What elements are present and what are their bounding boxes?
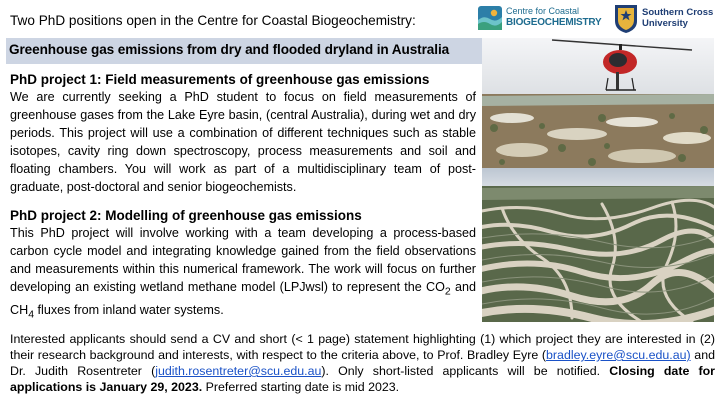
email-link-rosentreter[interactable]: judith.rosentreter@scu.edu.au <box>155 364 322 378</box>
closing-date: Closing date for applications is January 29, 2023. <box>10 364 716 394</box>
scu-logo-line1: Southern Cross <box>642 7 714 18</box>
headline: Two PhD positions open in the Centre for Coastal Biogeochemistry: <box>10 13 416 28</box>
contact-text1: Interested applicants should send a CV and short (< 1 page) statement highlighting (1) which project they are interested in (2) their research background and interests, with respect to the criteria above, to Prof. Bradley Eyre ( <box>10 332 715 362</box>
project1-title: PhD project 1: Field measurements of greenhouse gas emissions <box>10 72 430 87</box>
project2-section <box>10 207 476 323</box>
title-banner <box>6 38 482 64</box>
aerial-channels-photo <box>482 168 714 322</box>
helicopter-photo <box>482 38 714 168</box>
contact-text3: ). Only short-listed applicants will be notified. <box>321 364 610 378</box>
scu-logo-line2: University <box>642 18 688 29</box>
project2-body-part2: and CH <box>10 280 476 317</box>
project2-title: PhD project 2: Modelling of greenhouse gas emissions <box>10 208 362 223</box>
email-link-eyre[interactable]: bradley.eyre@scu.edu.au) <box>546 348 691 362</box>
scu-logo <box>614 4 718 34</box>
project2-body <box>10 224 476 323</box>
contact-text2: and Dr. Judith Rosentreter ( <box>10 348 715 378</box>
contact-paragraph <box>10 331 715 395</box>
project1-body: We are currently seeking a PhD student to focus on field measurements of greenhouse gases from the Lake Eyre basin, (central Australia), during wet and dry periods. This project will use a combination of different techniques such as stable isotopes, cavity ring down spectroscopy, process measurements and soil and floating chambers. You will work as part of a multidisciplinary team of post-graduate, post-doctoral and senior biogeochemists. <box>10 90 476 194</box>
project2-body-part1: This PhD project will involve working with a team developing a process-based carbon cycle model and integrating knowledge gained from the field observations and measurements within this numerical framework. The work will focus on further developing an existing wetland methane model (LPJwsl) to represent the CO <box>10 226 476 294</box>
ccb-logo-line1: Centre for Coastal <box>506 6 580 16</box>
ch4-subscript: 4 <box>28 308 35 321</box>
ccb-logo <box>478 6 606 32</box>
co2-subscript: 2 <box>444 285 451 298</box>
banner-title: Greenhouse gas emissions from dry and flooded dryland in Australia <box>9 42 450 57</box>
ccb-logo-icon <box>478 6 502 30</box>
ccb-logo-line2: BIOGEOCHEMISTRY <box>506 17 602 28</box>
project1-section <box>10 71 476 196</box>
contact-text4: Preferred starting date is mid 2023. <box>202 380 400 394</box>
project2-body-part3: fluxes from inland water systems. <box>34 302 224 317</box>
scu-shield-icon <box>614 4 638 34</box>
